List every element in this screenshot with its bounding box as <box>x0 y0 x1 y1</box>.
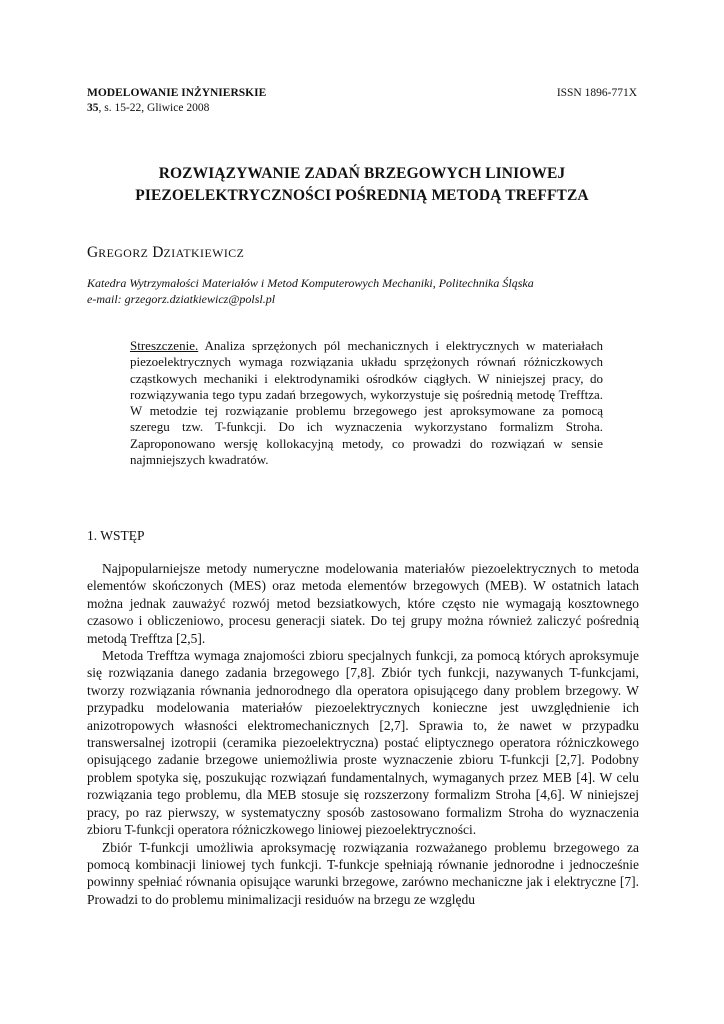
title-line-2: PIEZOELEKTRYCZNOŚCI POŚREDNIĄ METODĄ TREFFTZA <box>135 187 589 204</box>
affiliation: Katedra Wytrzymałości Materiałów i Metod Komputerowych Mechaniki, Politechnika Śląska <box>87 276 534 290</box>
author-name: GREGORZ DZIATKIEWICZ <box>87 244 245 261</box>
paragraph: Zbiór T-funkcji umożliwia aproksymację rozwiązania rozważanego problemu brzegowego za pomocą kombinacji liniowej tych funkcji. T-funkcje spełniają równanie jednorodne i jednocześnie powinny spełniać równania opisujące warunki brzegowe, zarówno mechaniczne jak i elektryczne [7]. Prowadzi to do problemu minimalizacji residuów na brzegu ze względu <box>87 839 639 907</box>
author-email: e-mail: grzegorz.dziatkiewicz@polsl.pl <box>87 292 276 306</box>
journal-citation <box>87 101 637 116</box>
journal-name: MODELOWANIE INŻYNIERSKIE <box>87 87 267 99</box>
paragraph: Metoda Trefftza wymaga znajomości zbioru specjalnych funkcji, za pomocą których aproksymuje się rozwiązania danego zadania brzegowego [7,8]. Zbiór tych funkcji, nazywanych T-funkcjami, tworzy rozwiązania równania jednorodnego dla operatora opisującego dany problem brzegowy. W przypadku modelowania materiałów piezoelektrycznych konieczne jest uwzględnienie ich anizotropowych własności elektromechanicznych [2,7]. Sprawia to, że nawet w przypadku transwersalnej izotropii (ceramika piezoelektryczna) postać eliptycznego operatora różniczkowego opisującego zadanie brzegowe uniemożliwia proste wyznaczenie zbioru T-funkcji [2,7]. Podobny problem spotyka się, poszukując rozwiązań fundamentalnych, wymaganych przez MEB [4]. W celu rozwiązania tego problemu, dla MEB stosuje się rozszerzony formalizm Stroha [4,6]. W niniejszej pracy, po raz pierwszy, w systematyczny sposób zastosowano formalizm Stroha do wyznaczenia zbioru T-funkcji operatora różniczkowego liniowej piezoelektryczności. <box>87 648 639 838</box>
abstract-label: Streszczenie. <box>130 338 199 353</box>
journal-volume: 35 <box>87 102 99 114</box>
affiliation-block <box>87 275 534 307</box>
journal-pages: , s. 15-22, Gliwice 2008 <box>98 102 210 114</box>
paper-title <box>60 163 664 207</box>
body-text <box>87 560 639 908</box>
abstract-text: Analiza sprzężonych pól mechanicznych i elektrycznych w materiałach piezoelektrycznych wymaga rozwiązania układu sprzężonych równań różniczkowych cząstkowych mechaniki i elektrodynamiki ośrodków ciągłych. W niniejszej pracy, do rozwiązywania tego typu zadań brzegowych, wykorzystuje się pośrednią metodę Trefftza. W metodzie tej rozwiązanie problemu brzegowego jest aproksymowane za pomocą szeregu tzw. T-funkcji. Do ich wyznaczenia wykorzystano formalizm Stroha. Zaproponowano wersję kollokacyjną metody, co prowadzi do rozwiązań w sensie najmniejszych kwadratów. <box>130 338 603 468</box>
abstract <box>130 338 603 468</box>
title-line-1: ROZWIĄZYWANIE ZADAŃ BRZEGOWYCH LINIOWEJ <box>158 165 566 182</box>
section-heading: 1. WSTĘP <box>87 528 145 543</box>
journal-header <box>87 86 637 101</box>
paragraph: Najpopularniejsze metody numeryczne modelowania materiałów piezoelektrycznych to metoda elementów skończonych (MES) oraz metoda elementów brzegowych (MEB). W ostatnich latach można jednak zauważyć rozwój metod bezsiatkowych, które często nie wymagają kosztownego czasowo i obliczeniowo, procesu generacji siatek. Do tej grupy można również zaliczyć pośrednią metodą Trefftza [2,5]. <box>87 561 639 646</box>
issn: ISSN 1896-771X <box>556 87 637 99</box>
